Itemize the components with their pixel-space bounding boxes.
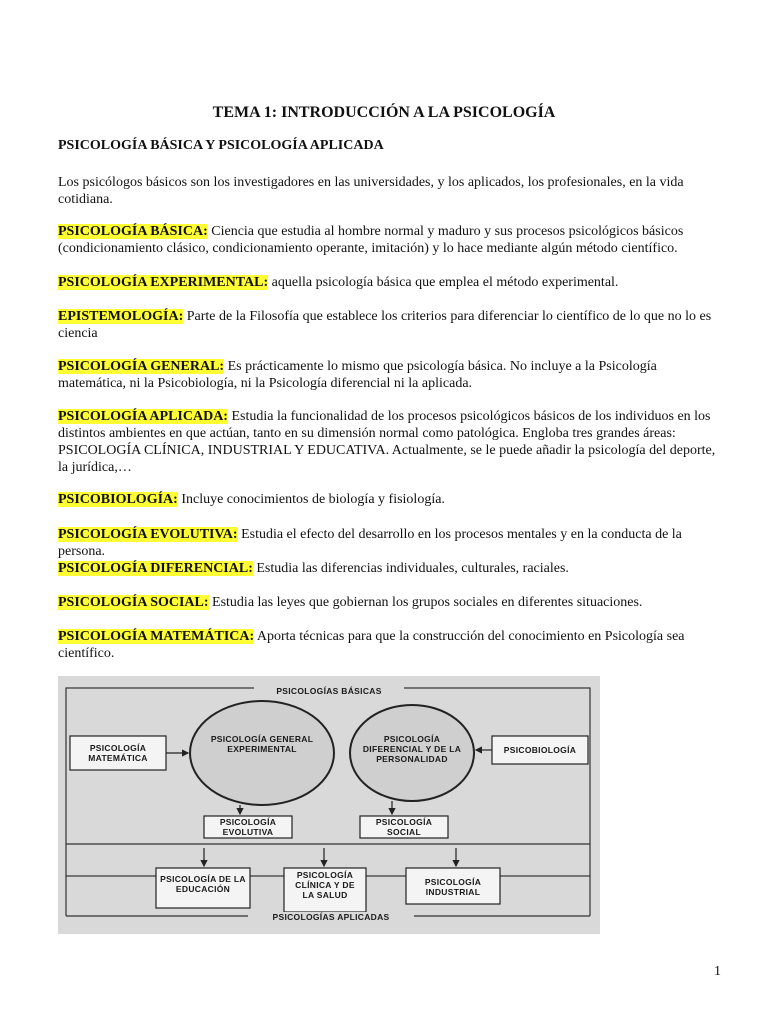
term-definition: Ciencia que estudia al hombre normal y maduro y sus procesos psicológicos básicos (condicionamiento clásico, condicionamiento operante, imitación) y lo hace mediante algún método científico.	[58, 224, 684, 256]
term-definition: Estudia la funcionalidad de los procesos psicológicos básicos de los individuos en los distintos ambientes en que actúan, tanto en su dimensión normal como patológica. Engloba tres grandes áreas: PSICOLOGÍA CLÍNICA, INDUSTRIAL Y EDUCATIVA. Actualmente, se le puede añadir la psicología del deporte, la jurídica,…	[58, 409, 716, 475]
label-diferencial: PSICOLOGÍA DIFERENCIAL Y DE LA PERSONALIDAD	[362, 734, 462, 764]
entry-psicologia-experimental	[58, 274, 722, 291]
term-definition: Aporta técnicas para que la construcción del conocimiento en Psicología sea científico.	[58, 629, 685, 661]
entry-psicologia-evolutiva	[58, 526, 722, 560]
term-definition: Es prácticamente lo mismo que psicología básica. No incluye a la Psicología matemática, ni la Psicobiología, ni la Psicología diferencial ni la aplicada.	[58, 359, 657, 391]
label-clinica: PSICOLOGÍA CLÍNICA Y DE LA SALUD	[295, 870, 355, 900]
label-evolutiva: PSICOLOGÍA EVOLUTIVA	[219, 817, 277, 837]
term-label: PSICOLOGÍA APLICADA:	[58, 409, 228, 424]
term-definition: Estudia el efecto del desarrollo en los procesos mentales y en la conducta de la persona.	[58, 527, 682, 559]
term-label: PSICOLOGÍA EVOLUTIVA:	[58, 527, 238, 542]
entry-psicobiologia	[58, 491, 722, 508]
intro-paragraph: Los psicólogos básicos son los investigadores en las universidades, y los aplicados, los profesionales, en la vida cotidiana.	[58, 175, 684, 207]
term-label: PSICOLOGÍA EXPERIMENTAL:	[58, 275, 269, 290]
term-label: PSICOLOGÍA GENERAL:	[58, 359, 225, 374]
basicas-frame	[66, 688, 590, 876]
term-label: EPISTEMOLOGÍA:	[58, 309, 184, 324]
term-label: PSICOLOGÍA BÁSICA:	[58, 224, 208, 239]
label-matematica: PSICOLOGÍA MATEMÁTICA	[88, 743, 148, 763]
page-number: 1	[714, 964, 721, 979]
term-definition: Estudia las leyes que gobiernan los grupos sociales en diferentes situaciones.	[208, 595, 643, 610]
term-definition: Parte de la Filosofía que establece los criterios para diferenciar lo científico de lo que no lo es ciencia	[58, 309, 712, 341]
label-psicobiologia: PSICOBIOLOGÍA	[503, 745, 577, 755]
label-social: PSICOLOGÍA SOCIAL	[375, 817, 433, 837]
term-label: PSICOLOGÍA SOCIAL:	[58, 595, 209, 610]
term-label: PSICOBIOLOGÍA:	[58, 492, 178, 507]
label-general: PSICOLOGÍA GENERAL EXPERIMENTAL	[210, 734, 314, 754]
term-definition: aquella psicología básica que emplea el método experimental.	[268, 275, 619, 290]
term-definition: Estudia las diferencias individuales, culturales, raciales.	[252, 561, 569, 576]
entry-psicologia-matematica	[58, 628, 722, 662]
label-basicas: PSICOLOGÍAS BÁSICAS	[254, 686, 404, 696]
entry-epistemologia	[58, 308, 722, 342]
term-label: PSICOLOGÍA DIFERENCIAL:	[58, 561, 253, 576]
entry-psicologia-basica	[58, 223, 722, 257]
label-educacion: PSICOLOGÍA DE LA EDUCACIÓN	[160, 874, 246, 894]
term-definition: Incluye conocimientos de biología y fisiología.	[177, 492, 445, 507]
section-subtitle: PSICOLOGÍA BÁSICA Y PSICOLOGÍA APLICADA	[58, 138, 384, 153]
entry-psicologia-diferencial	[58, 560, 722, 577]
label-aplicadas: PSICOLOGÍAS APLICADAS	[248, 912, 414, 922]
entry-psicologia-social	[58, 594, 722, 611]
psychology-diagram	[58, 676, 600, 934]
term-label: PSICOLOGÍA MATEMÁTICA:	[58, 629, 255, 644]
entry-psicologia-general	[58, 358, 722, 392]
entry-psicologia-aplicada	[58, 408, 722, 476]
page-title: TEMA 1: INTRODUCCIÓN A LA PSICOLOGÍA	[212, 104, 556, 121]
label-industrial: PSICOLOGÍA INDUSTRIAL	[424, 877, 482, 897]
